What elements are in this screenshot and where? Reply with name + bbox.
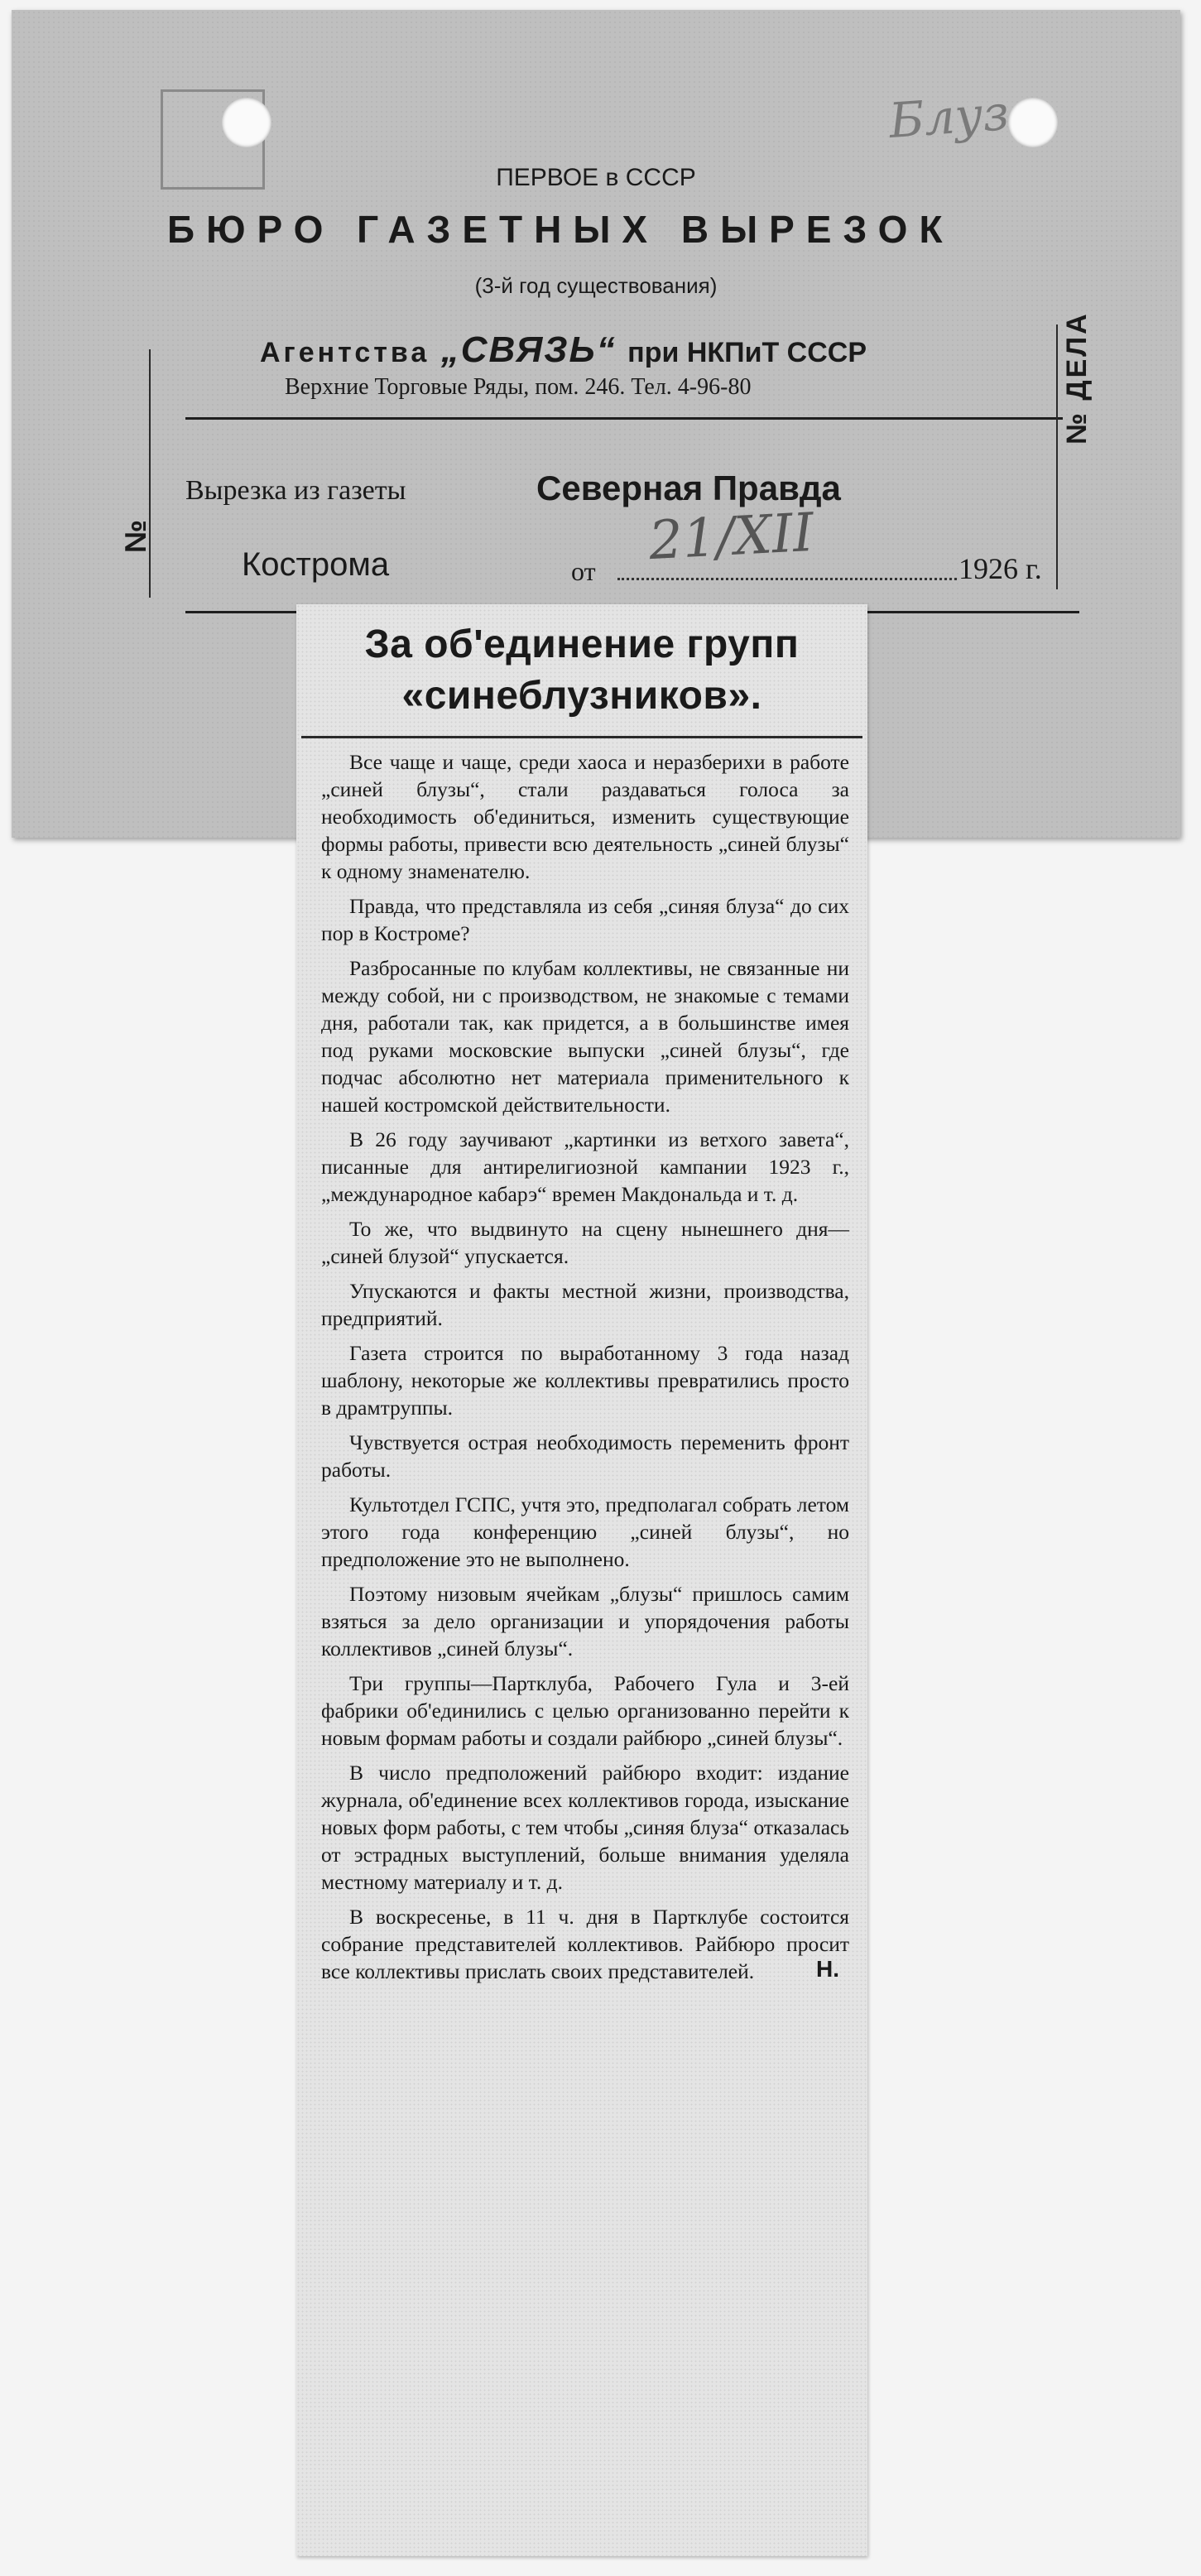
- case-number-label: № ДЕЛА: [1061, 311, 1093, 445]
- article-paragraph: Три группы—Партклуба, Рабочего Гула и 3-ей фабрики об'единились с целью организованно перейти к новым формам работы и создали райбюро „синей блузы“.: [321, 1670, 849, 1750]
- year-note: (3-й год существования): [474, 273, 718, 298]
- article-paragraph: Разбросанные по клубам коллективы, не связанные ни между собой, ни с производством, не знакомые с темами дня, работали так, как придется, а в большинстве имея под руками московские выпуски „синей блузы“, где подчас абсолютно нет материала применительного к нашей костромской действительности.: [321, 955, 849, 1117]
- punch-hole-left: [222, 98, 271, 147]
- handwritten-note: Блуз: [886, 84, 1011, 149]
- article-paragraph: Культотдел ГСПС, учтя это, предполагал собрать летом этого года конференцию „синей блузы“, но предположение это не выполнено.: [321, 1492, 849, 1571]
- newspaper-clipping: [296, 604, 867, 2556]
- article-paragraph: Упускаются и факты местной жизни, производства, предприятий.: [321, 1278, 849, 1330]
- agency-prefix: Агентства: [260, 337, 430, 368]
- agency-suffix: при НКПиТ СССР: [627, 337, 867, 368]
- agency-line: [260, 329, 867, 371]
- header-rule-top: [185, 417, 1063, 420]
- date-dotted-line: [617, 578, 957, 580]
- article-paragraph: Газета строится по выработанному 3 года назад шаблону, некоторые же коллективы превратились просто в драмтруппы.: [321, 1340, 849, 1420]
- article-paragraph: Поэтому низовым ячейкам „блузы“ пришлось самим взяться за дело организации и упорядочения работы коллективов „синей блузы“.: [321, 1581, 849, 1660]
- article-paragraph: Все чаще и чаще, среди хаоса и неразберихи в работе „синей блузы“, стали раздаваться голоса за необходимость об'единиться, изменить существующие формы работы, привести всю деятельность „синей блузы“ к одному знаменателю.: [321, 749, 849, 883]
- newspaper-name: Северная Правда: [536, 469, 841, 507]
- date-from-label: от: [571, 556, 596, 586]
- article-body: [296, 748, 867, 1982]
- article-paragraph: Чувствуется острая необходимость переменить фронт работы.: [321, 1430, 849, 1482]
- year: 1926 г.: [958, 552, 1042, 585]
- article-paragraph: То же, что выдвинуто на сцену нынешнего дня—„синей блузой“ упускается.: [321, 1216, 849, 1268]
- article-paragraph: В число предположений райбюро входит: издание журнала, об'единение всех коллективов города, изыскание новых форм работы, с тем чтобы „синяя блуза“ отказалась от эстрадных выступлений, больше внимания уделяла местному материалу и т. д.: [321, 1760, 849, 1894]
- agency-brand: „СВЯЗЬ“: [440, 329, 617, 370]
- article-paragraph: Правда, что представляла из себя „синяя блуза“ до сих пор в Костроме?: [321, 893, 849, 945]
- cut-from-label: Вырезка из газеты: [185, 475, 406, 506]
- first-in-ussr-line: ПЕРВОЕ в СССР: [496, 164, 696, 191]
- bureau-address: Верхние Торговые Ряды, пом. 246. Тел. 4-96-80: [285, 374, 752, 400]
- article-title: За об'единение групп «синеблузников».: [364, 622, 800, 718]
- author-signature: Н.: [816, 1955, 839, 1982]
- number-sign-left: №: [118, 519, 153, 554]
- punch-hole-right: [1008, 98, 1058, 147]
- handwritten-date: 21/XII: [647, 502, 815, 573]
- article-paragraph: В 26 году заучивают „картинки из ветхого завета“, писанные для антирелигиозной кампании 1923 г., „международное кабарэ“ времен Макдональда и т. д.: [321, 1127, 849, 1206]
- title-divider: [301, 736, 862, 738]
- article-paragraph: В воскресенье, в 11 ч. дня в Партклубе состоится собрание представителей коллективов. Райбюро просит все коллективы прислать своих представителей.: [321, 1904, 849, 1983]
- margin-line-right: [1056, 324, 1058, 589]
- margin-line-left: [149, 349, 151, 598]
- bureau-title: БЮРО ГАЗЕТНЫХ ВЫРЕЗОК: [167, 208, 954, 251]
- city: Кострома: [242, 546, 390, 583]
